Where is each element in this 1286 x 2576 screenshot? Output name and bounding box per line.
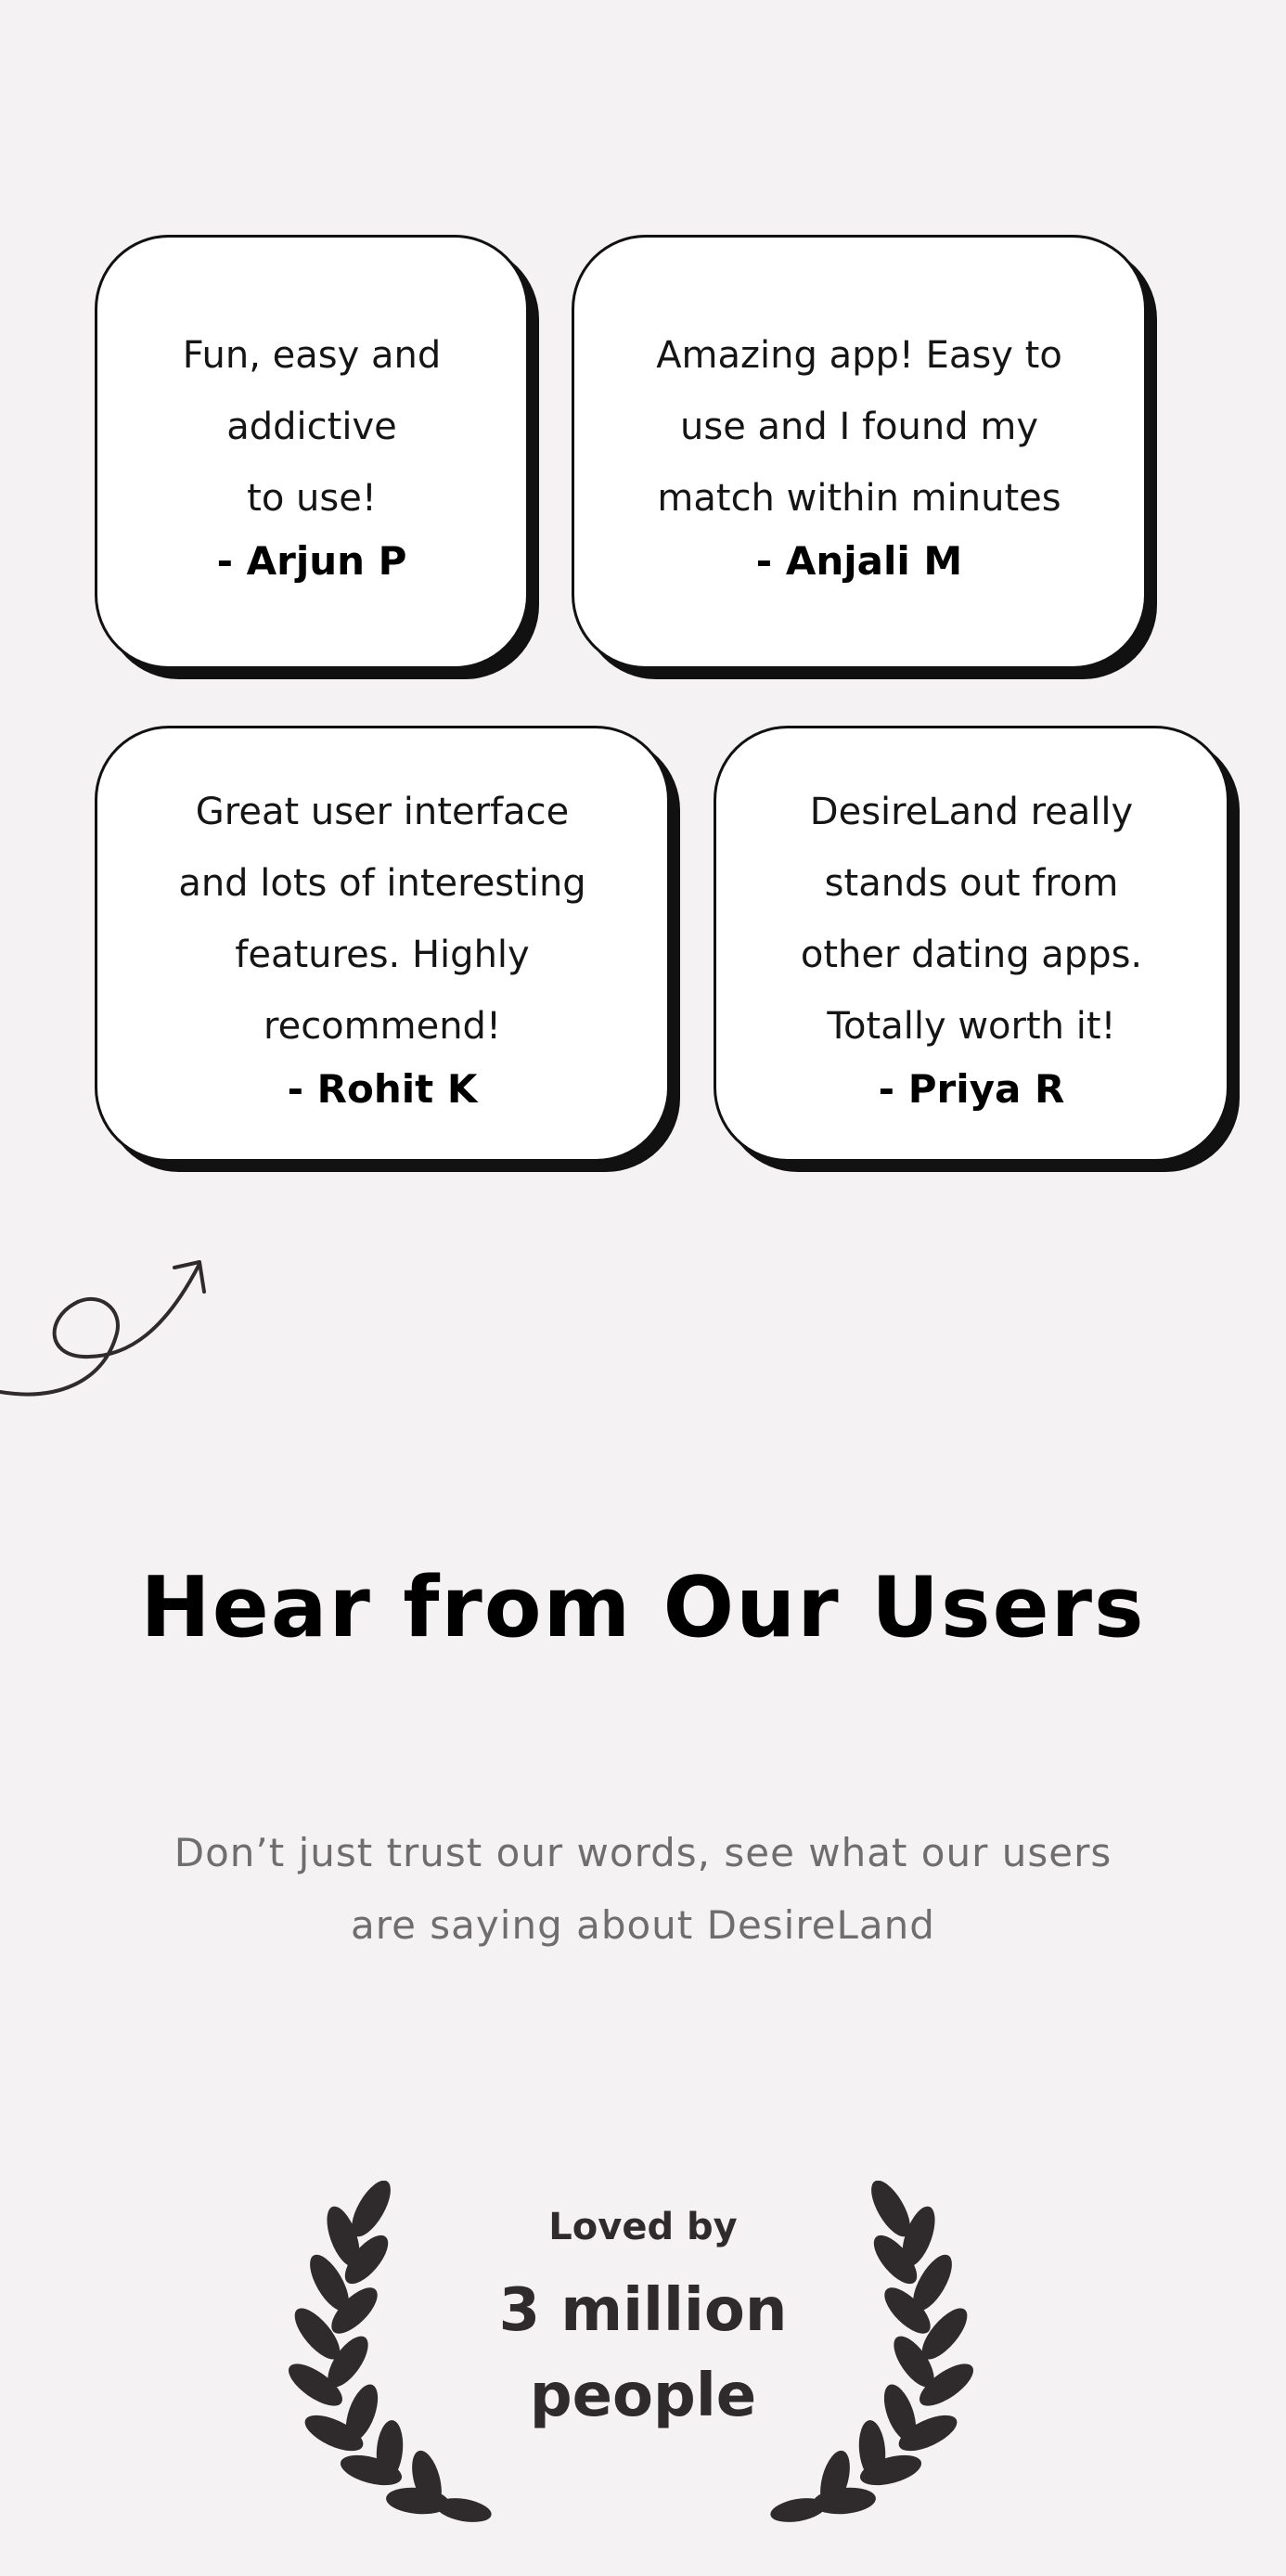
loved-by-label: Loved by — [548, 2206, 738, 2248]
testimonial-card-rohit — [95, 726, 670, 1162]
curly-arrow-icon — [0, 1253, 213, 1410]
testimonial-author: - Arjun P — [216, 538, 407, 584]
section-title: Hear from Our Users — [140, 1559, 1146, 1656]
testimonial-author: - Rohit K — [287, 1065, 478, 1112]
user-count: 3 million people — [498, 2276, 788, 2430]
testimonial-quote: Great user interface and lots of interesting features. Highly recommend! — [178, 790, 586, 1048]
testimonial-card-arjun — [95, 235, 529, 669]
testimonial-card-anjali — [572, 235, 1147, 669]
testimonial-author: - Priya R — [878, 1065, 1065, 1112]
testimonial-quote: Amazing app! Easy to use and I found my match within minutes — [656, 334, 1062, 520]
testimonial-author: - Anjali M — [755, 538, 963, 584]
laurel-right-icon — [770, 2181, 984, 2524]
testimonial-quote: Fun, easy and addictive to use! — [182, 334, 442, 520]
section-subtitle: Don’t just trust our words, see what our users are saying about DesireLand — [174, 1830, 1112, 1948]
testimonial-card-priya — [714, 726, 1229, 1162]
testimonial-quote: DesireLand really stands out from other dating apps. Totally worth it! — [800, 790, 1143, 1048]
